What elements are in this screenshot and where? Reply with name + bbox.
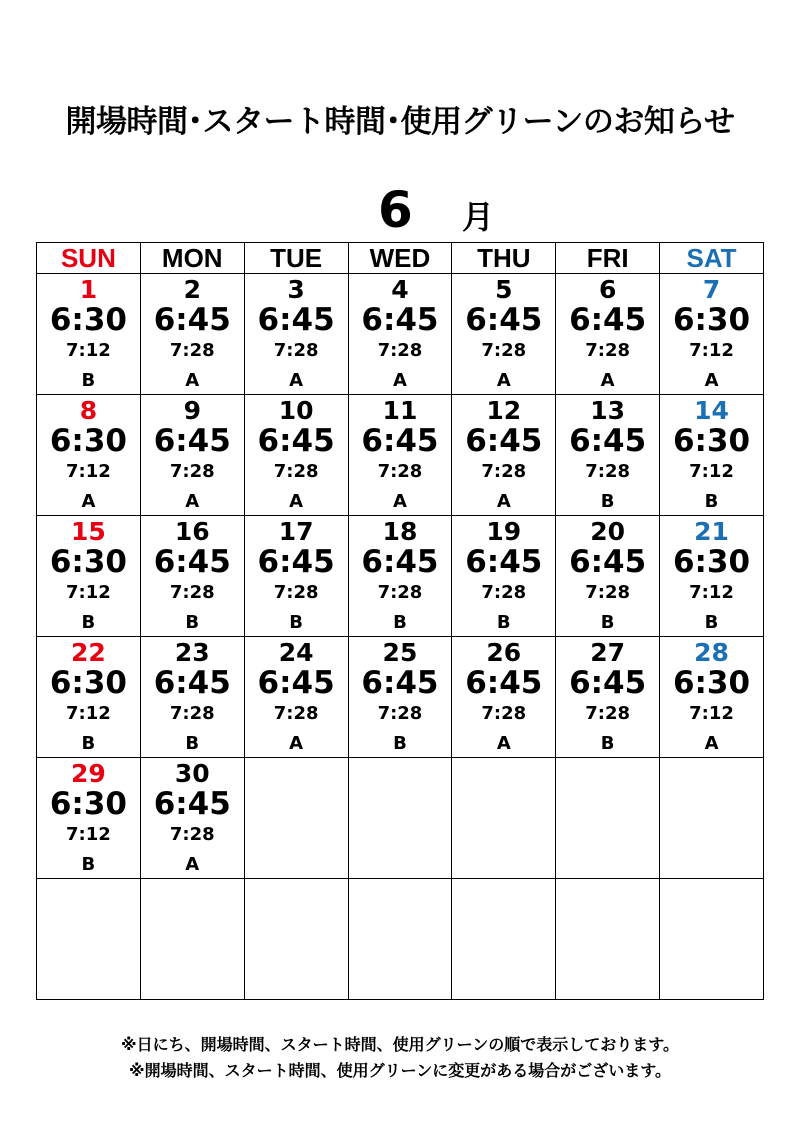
green-label: A — [600, 370, 615, 391]
day-cell — [140, 637, 244, 758]
green-label: A — [185, 370, 200, 391]
start-time: 7:28 — [481, 340, 527, 361]
open-time: 6:30 — [49, 423, 127, 459]
green-label: B — [393, 612, 407, 633]
open-time: 6:45 — [465, 544, 543, 580]
open-time: 6:45 — [569, 302, 647, 338]
day-cell — [140, 395, 244, 516]
day-cell-content — [556, 637, 659, 757]
day-cell-content — [141, 637, 244, 757]
open-time: 6:45 — [257, 423, 335, 459]
day-number: 14 — [694, 396, 729, 425]
day-cell — [660, 637, 764, 758]
start-time: 7:12 — [66, 340, 111, 361]
day-cell — [244, 395, 348, 516]
day-cell-content — [556, 395, 659, 515]
page-title: 開場時間･スタート時間･使用グリーンのお知らせ — [65, 104, 735, 140]
green-label: B — [600, 491, 615, 512]
day-number: 11 — [382, 396, 418, 425]
open-time: 6:45 — [257, 544, 335, 580]
day-cell-content — [660, 637, 763, 757]
green-label: A — [289, 733, 304, 754]
day-cell — [244, 516, 348, 637]
day-cell — [37, 274, 141, 395]
start-time: 7:28 — [169, 582, 215, 603]
start-time: 7:28 — [169, 824, 215, 845]
day-cell — [660, 516, 764, 637]
open-time: 6:45 — [465, 423, 543, 459]
weekday-thu: THU — [452, 243, 556, 274]
day-number: 17 — [278, 517, 314, 546]
empty-cell — [556, 879, 660, 1000]
green-label: A — [81, 491, 96, 512]
open-time: 6:45 — [153, 786, 231, 822]
start-time: 7:28 — [273, 461, 319, 482]
open-time: 6:30 — [49, 544, 127, 580]
green-label: A — [704, 733, 719, 754]
month-heading — [0, 180, 800, 240]
start-time: 7:28 — [169, 703, 215, 724]
empty-cell — [140, 879, 244, 1000]
day-cell — [556, 274, 660, 395]
day-cell-content — [37, 758, 140, 878]
day-cell — [348, 395, 452, 516]
open-time: 6:45 — [153, 665, 231, 701]
day-cell-content — [141, 274, 244, 394]
day-number: 5 — [495, 275, 513, 304]
empty-cell — [244, 758, 348, 879]
day-cell-content — [141, 516, 244, 636]
green-label: B — [600, 612, 615, 633]
day-cell-content — [349, 274, 452, 394]
day-number: 13 — [590, 396, 626, 425]
day-cell-content — [245, 274, 348, 394]
note-line: ※開場時間、スタート時間、使用グリーンに変更がある場合がございます。 — [129, 1061, 671, 1080]
day-cell — [244, 274, 348, 395]
open-time: 6:45 — [465, 665, 543, 701]
day-cell-content — [660, 274, 763, 394]
start-time: 7:28 — [169, 461, 215, 482]
day-number: 28 — [694, 638, 729, 667]
open-time: 6:45 — [361, 544, 439, 580]
weekday-fri: FRI — [556, 243, 660, 274]
open-time: 6:30 — [672, 544, 751, 580]
start-time: 7:28 — [585, 582, 631, 603]
day-cell-content — [349, 395, 452, 515]
day-number: 12 — [486, 396, 522, 425]
day-cell — [37, 516, 141, 637]
day-cell-content — [37, 516, 140, 636]
day-number: 1 — [79, 275, 98, 304]
green-label: A — [289, 370, 304, 391]
start-time: 7:28 — [273, 703, 319, 724]
day-cell — [556, 395, 660, 516]
day-cell-content — [245, 516, 348, 636]
green-label: B — [81, 854, 96, 875]
day-number: 23 — [174, 638, 210, 667]
day-number: 18 — [382, 517, 418, 546]
weekday-wed: WED — [348, 243, 452, 274]
day-cell-content — [245, 637, 348, 757]
weekday-tue: TUE — [244, 243, 348, 274]
day-cell — [452, 395, 556, 516]
day-cell-content — [37, 637, 140, 757]
green-label: A — [392, 370, 407, 391]
day-cell-content — [452, 637, 555, 757]
green-label: B — [81, 733, 96, 754]
note-line: ※日にち、開場時間、スタート時間、使用グリーンの順で表示しております。 — [121, 1035, 679, 1054]
start-time: 7:12 — [66, 703, 111, 724]
empty-cell — [244, 879, 348, 1000]
day-cell — [244, 637, 348, 758]
day-cell-content — [141, 395, 244, 515]
start-time: 7:12 — [689, 340, 734, 361]
green-label: A — [289, 491, 304, 512]
week-row — [37, 758, 764, 879]
green-label: A — [496, 491, 511, 512]
empty-cell — [452, 758, 556, 879]
open-time: 6:45 — [257, 302, 335, 338]
day-number: 3 — [287, 275, 305, 304]
open-time: 6:30 — [49, 665, 127, 701]
start-time: 7:12 — [689, 582, 734, 603]
day-cell — [556, 637, 660, 758]
week-row — [37, 395, 764, 516]
open-time: 6:45 — [569, 423, 647, 459]
green-label: A — [496, 370, 511, 391]
month-unit: 月 — [462, 198, 495, 236]
open-time: 6:30 — [49, 786, 127, 822]
day-cell — [452, 274, 556, 395]
green-label: B — [185, 733, 200, 754]
day-cell-content — [349, 637, 452, 757]
empty-cell — [348, 758, 452, 879]
day-number: 2 — [183, 275, 201, 304]
day-number: 7 — [702, 275, 721, 304]
green-label: A — [392, 491, 407, 512]
day-number: 10 — [278, 396, 314, 425]
start-time: 7:28 — [585, 340, 631, 361]
day-cell-content — [452, 395, 555, 515]
day-number: 27 — [590, 638, 626, 667]
day-cell-content — [452, 274, 555, 394]
day-cell — [37, 758, 141, 879]
day-number: 30 — [174, 759, 210, 788]
day-number: 26 — [486, 638, 522, 667]
day-cell — [140, 516, 244, 637]
open-time: 6:45 — [153, 423, 231, 459]
day-cell-content — [452, 516, 555, 636]
day-cell — [140, 274, 244, 395]
green-label: A — [496, 733, 511, 754]
week-row — [37, 637, 764, 758]
open-time: 6:45 — [361, 423, 439, 459]
start-time: 7:28 — [273, 340, 319, 361]
day-cell — [348, 637, 452, 758]
open-time: 6:45 — [569, 665, 647, 701]
start-time: 7:28 — [585, 461, 631, 482]
start-time: 7:28 — [169, 340, 215, 361]
day-cell-content — [245, 395, 348, 515]
day-number: 20 — [590, 517, 626, 546]
green-label: B — [81, 612, 96, 633]
day-cell-content — [349, 516, 452, 636]
green-label: B — [704, 612, 719, 633]
day-cell — [556, 516, 660, 637]
day-cell — [452, 516, 556, 637]
open-time: 6:45 — [257, 665, 335, 701]
empty-cell — [37, 879, 141, 1000]
schedule-calendar — [36, 242, 764, 1000]
green-label: B — [393, 733, 407, 754]
day-cell-content — [37, 274, 140, 394]
open-time: 6:45 — [361, 665, 439, 701]
day-cell-content — [141, 758, 244, 878]
open-time: 6:30 — [672, 302, 751, 338]
empty-cell — [452, 879, 556, 1000]
open-time: 6:45 — [361, 302, 439, 338]
day-number: 19 — [486, 517, 522, 546]
day-number: 22 — [71, 638, 106, 667]
green-label: B — [600, 733, 615, 754]
day-number: 21 — [694, 517, 729, 546]
start-time: 7:28 — [481, 703, 527, 724]
footer-notes — [0, 1032, 800, 1084]
start-time: 7:28 — [273, 582, 319, 603]
empty-cell — [660, 879, 764, 1000]
day-number: 15 — [71, 517, 106, 546]
day-number: 8 — [79, 396, 98, 425]
day-number: 6 — [598, 275, 617, 304]
start-time: 7:12 — [66, 582, 111, 603]
day-cell — [140, 758, 244, 879]
weekday-sat: SAT — [660, 243, 764, 274]
green-label: A — [185, 854, 200, 875]
open-time: 6:30 — [49, 302, 127, 338]
open-time: 6:45 — [153, 544, 231, 580]
day-number: 25 — [382, 638, 418, 667]
week-row — [37, 274, 764, 395]
day-cell — [348, 274, 452, 395]
day-number: 24 — [278, 638, 314, 667]
day-number: 16 — [174, 517, 210, 546]
start-time: 7:12 — [66, 461, 111, 482]
day-cell-content — [556, 516, 659, 636]
start-time: 7:28 — [377, 461, 423, 482]
open-time: 6:30 — [672, 423, 751, 459]
day-cell — [37, 637, 141, 758]
start-time: 7:28 — [377, 703, 423, 724]
start-time: 7:12 — [689, 703, 734, 724]
green-label: B — [704, 491, 719, 512]
weekday-header-row — [37, 243, 764, 274]
start-time: 7:28 — [377, 582, 423, 603]
start-time: 7:28 — [481, 461, 527, 482]
empty-cell — [556, 758, 660, 879]
start-time: 7:28 — [585, 703, 631, 724]
day-cell-content — [37, 395, 140, 515]
start-time: 7:28 — [377, 340, 423, 361]
day-number: 29 — [71, 759, 106, 788]
empty-cell — [660, 758, 764, 879]
day-cell — [452, 637, 556, 758]
green-label: B — [496, 612, 511, 633]
week-row — [37, 516, 764, 637]
day-cell — [37, 395, 141, 516]
weekday-mon: MON — [140, 243, 244, 274]
weekday-sun: SUN — [37, 243, 141, 274]
green-label: B — [81, 370, 96, 391]
week-row — [37, 879, 764, 1000]
empty-cell — [348, 879, 452, 1000]
open-time: 6:45 — [465, 302, 543, 338]
open-time: 6:45 — [569, 544, 647, 580]
day-number: 9 — [183, 396, 201, 425]
green-label: B — [289, 612, 303, 633]
day-cell — [660, 395, 764, 516]
month-number: 6 — [378, 181, 413, 239]
green-label: A — [185, 491, 200, 512]
green-label: B — [185, 612, 200, 633]
day-cell-content — [556, 274, 659, 394]
day-cell — [660, 274, 764, 395]
day-number: 4 — [391, 275, 409, 304]
day-cell — [348, 516, 452, 637]
start-time: 7:12 — [66, 824, 111, 845]
start-time: 7:12 — [689, 461, 734, 482]
open-time: 6:45 — [153, 302, 231, 338]
day-cell-content — [660, 395, 763, 515]
open-time: 6:30 — [672, 665, 751, 701]
green-label: A — [704, 370, 719, 391]
start-time: 7:28 — [481, 582, 527, 603]
day-cell-content — [660, 516, 763, 636]
